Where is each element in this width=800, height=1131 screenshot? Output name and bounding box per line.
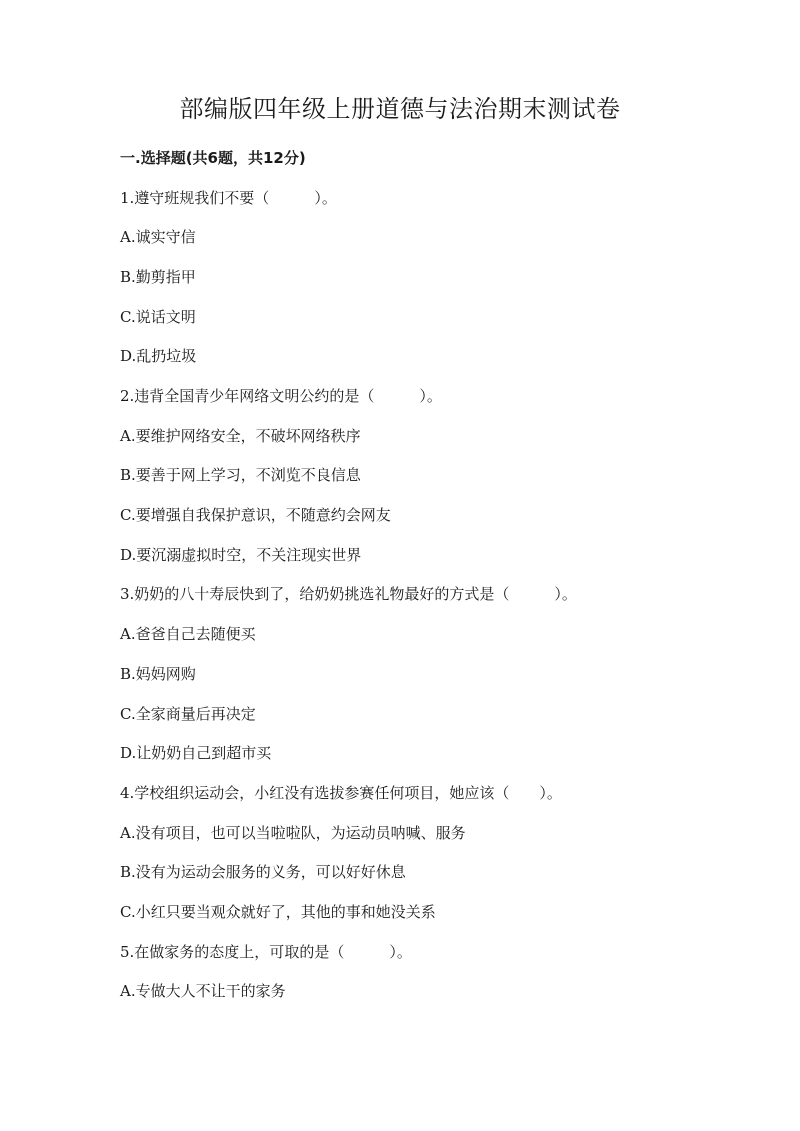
- question-option: D.让奶奶自己到超市买: [120, 744, 272, 762]
- exam-title: 部编版四年级上册道德与法治期末测试卷: [179, 95, 621, 123]
- question-option: A.诚实守信: [120, 228, 196, 246]
- question-option: A.要维护网络安全，不破坏网络秩序: [120, 427, 361, 445]
- question-stem: 1.遵守班规我们不要（ ）。: [120, 189, 337, 207]
- question-option: C.小红只要当观众就好了，其他的事和她没关系: [120, 903, 436, 921]
- question-stem: 4.学校组织运动会，小红没有选拔参赛任何项目，她应该（ ）。: [120, 784, 562, 802]
- question-option: D.乱扔垃圾: [120, 347, 197, 365]
- question-option: C.全家商量后再决定: [120, 705, 256, 723]
- question-option: B.没有为运动会服务的义务，可以好好休息: [120, 863, 406, 881]
- section-header: 一.选择题(共6题，共12分): [120, 149, 306, 167]
- question-stem: 2.违背全国青少年网络文明公约的是（ ）。: [120, 387, 442, 405]
- question-option: B.勤剪指甲: [120, 268, 196, 286]
- question-option: B.要善于网上学习，不浏览不良信息: [120, 466, 361, 484]
- question-option: A.没有项目，也可以当啦啦队，为运动员呐喊、服务: [120, 824, 466, 842]
- question-stem: 5.在做家务的态度上，可取的是（ ）。: [120, 943, 412, 961]
- question-option: C.说话文明: [120, 308, 196, 326]
- question-option: A.爸爸自己去随便买: [120, 625, 256, 643]
- question-option: A.专做大人不让干的家务: [120, 982, 286, 1000]
- question-option: C.要增强自我保护意识，不随意约会网友: [120, 506, 391, 524]
- question-option: D.要沉溺虚拟时空，不关注现实世界: [120, 546, 362, 564]
- question-stem: 3.奶奶的八十寿辰快到了，给奶奶挑选礼物最好的方式是（ ）。: [120, 585, 577, 603]
- question-option: B.妈妈网购: [120, 665, 196, 683]
